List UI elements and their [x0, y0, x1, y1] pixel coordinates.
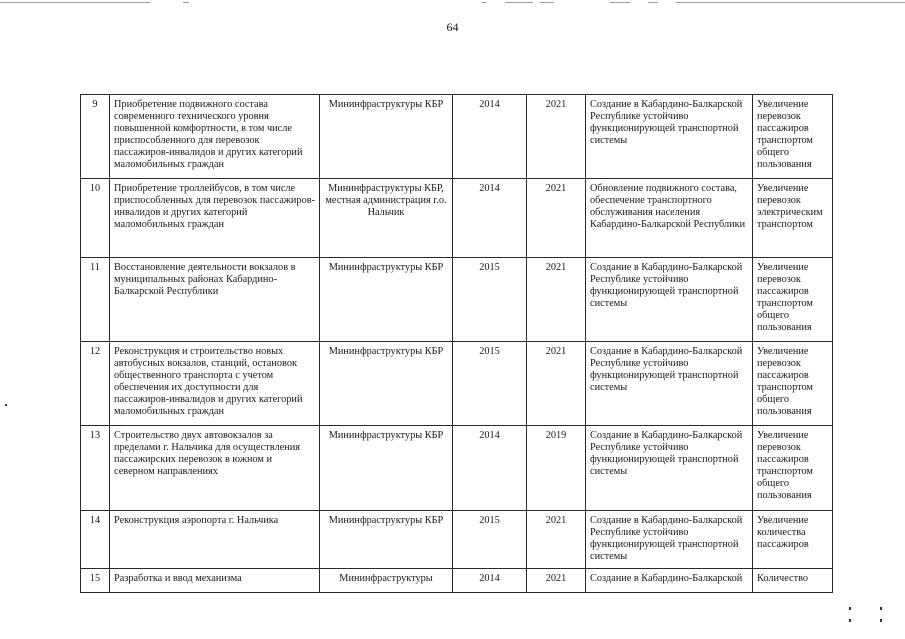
- table-row: [81, 95, 833, 179]
- start-year-cell: 2015: [453, 258, 527, 342]
- executor-cell: Мининфраструктуры КБР: [320, 426, 453, 511]
- scan-speck: [849, 607, 851, 610]
- scan-speck: [880, 619, 882, 622]
- executor-cell: Мининфраструктуры КБР: [320, 258, 453, 342]
- executor-cell: Мининфраструктуры КБР: [320, 95, 453, 179]
- row-number-cell: 14: [81, 511, 110, 569]
- scan-artifact-line: [676, 2, 905, 3]
- indicator-cell: Количество: [753, 569, 833, 593]
- table-row: [81, 426, 833, 511]
- indicator-cell: Увеличение количества пассажиров: [753, 511, 833, 569]
- scan-speck: [5, 404, 7, 406]
- row-number-cell: 12: [81, 342, 110, 426]
- expected-result-cell: Создание в Кабардино-Балкарской Республике устойчиво функционирующей транспортной системы: [586, 511, 753, 569]
- end-year-cell: 2021: [527, 569, 586, 593]
- start-year-cell: 2014: [453, 426, 527, 511]
- indicator-cell: Увеличение перевозок электрическим транспортом: [753, 179, 833, 258]
- table-row: [81, 179, 833, 258]
- indicator-cell: Увеличение перевозок пассажиров транспортом общего пользования: [753, 342, 833, 426]
- table-row: [81, 569, 833, 593]
- end-year-cell: 2021: [527, 95, 586, 179]
- scan-speck: [849, 619, 851, 622]
- event-name-cell: Приобретение подвижного состава современного технического уровня повышенной комфортности, в том числе приспособленного для перевозок пассажиров-инвалидов и других категорий маломобильных граждан: [110, 95, 320, 179]
- expected-result-cell: Создание в Кабардино-Балкарской Республике устойчиво функционирующей транспортной системы: [586, 342, 753, 426]
- scan-artifact-line: [183, 2, 189, 3]
- event-name-cell: Реконструкция и строительство новых автобусных вокзалов, станций, остановок общественного транспорта с учетом обеспечения их доступности для пассажиров-инвалидов и других категорий маломобильных граждан: [110, 342, 320, 426]
- table-row: [81, 342, 833, 426]
- event-name-cell: Приобретение троллейбусов, в том числе приспособленных для перевозок пассажиров-инвалидов и других категорий маломобильных граждан: [110, 179, 320, 258]
- expected-result-cell: Создание в Кабардино-Балкарской Республике устойчиво функционирующей транспортной системы: [586, 426, 753, 511]
- indicator-cell: Увеличение перевозок пассажиров транспортом общего пользования: [753, 258, 833, 342]
- end-year-cell: 2021: [527, 258, 586, 342]
- scan-artifact-line: [648, 2, 658, 3]
- start-year-cell: 2014: [453, 95, 527, 179]
- scan-artifact-line: [505, 2, 533, 3]
- table-row: [81, 511, 833, 569]
- scan-artifact-line: [610, 2, 630, 3]
- start-year-cell: 2015: [453, 342, 527, 426]
- start-year-cell: 2014: [453, 569, 527, 593]
- end-year-cell: 2019: [527, 426, 586, 511]
- end-year-cell: 2021: [527, 342, 586, 426]
- scan-artifact-line: [482, 2, 486, 3]
- table-row: [81, 258, 833, 342]
- row-number-cell: 10: [81, 179, 110, 258]
- program-table: [80, 94, 833, 593]
- scan-speck: [880, 607, 882, 610]
- executor-cell: Мининфраструктуры КБР: [320, 342, 453, 426]
- start-year-cell: 2015: [453, 511, 527, 569]
- scan-artifact-line: [0, 2, 150, 3]
- row-number-cell: 11: [81, 258, 110, 342]
- expected-result-cell: Создание в Кабардино-Балкарской Республике устойчиво функционирующей транспортной системы: [586, 258, 753, 342]
- event-name-cell: Строительство двух автовокзалов за пределами г. Нальчика для осуществления пассажирских перевозок в южном и северном направлениях: [110, 426, 320, 511]
- end-year-cell: 2021: [527, 511, 586, 569]
- page-number: 64: [446, 20, 459, 34]
- indicator-cell: Увеличение перевозок пассажиров транспортом общего пользования: [753, 426, 833, 511]
- executor-cell: Мининфраструктуры КБР: [320, 511, 453, 569]
- row-number-cell: 9: [81, 95, 110, 179]
- end-year-cell: 2021: [527, 179, 586, 258]
- executor-cell: Мининфраструктуры: [320, 569, 453, 593]
- start-year-cell: 2014: [453, 179, 527, 258]
- expected-result-cell: Создание в Кабардино-Балкарской: [586, 569, 753, 593]
- scan-artifact-line: [540, 2, 554, 3]
- row-number-cell: 13: [81, 426, 110, 511]
- executor-cell: Мининфраструктуры КБР, местная администрация г.о. Нальчик: [320, 179, 453, 258]
- expected-result-cell: Обновление подвижного состава, обеспечение транспортного обслуживания населения Кабардино-Балкарской Республики: [586, 179, 753, 258]
- expected-result-cell: Создание в Кабардино-Балкарской Республике устойчиво функционирующей транспортной системы: [586, 95, 753, 179]
- indicator-cell: Увеличение перевозок пассажиров транспортом общего пользования: [753, 95, 833, 179]
- row-number-cell: 15: [81, 569, 110, 593]
- event-name-cell: Реконструкция аэропорта г. Нальчика: [110, 511, 320, 569]
- event-name-cell: Восстановление деятельности вокзалов в муниципальных районах Кабардино-Балкарской Республики: [110, 258, 320, 342]
- event-name-cell: Разработка и ввод механизма: [110, 569, 320, 593]
